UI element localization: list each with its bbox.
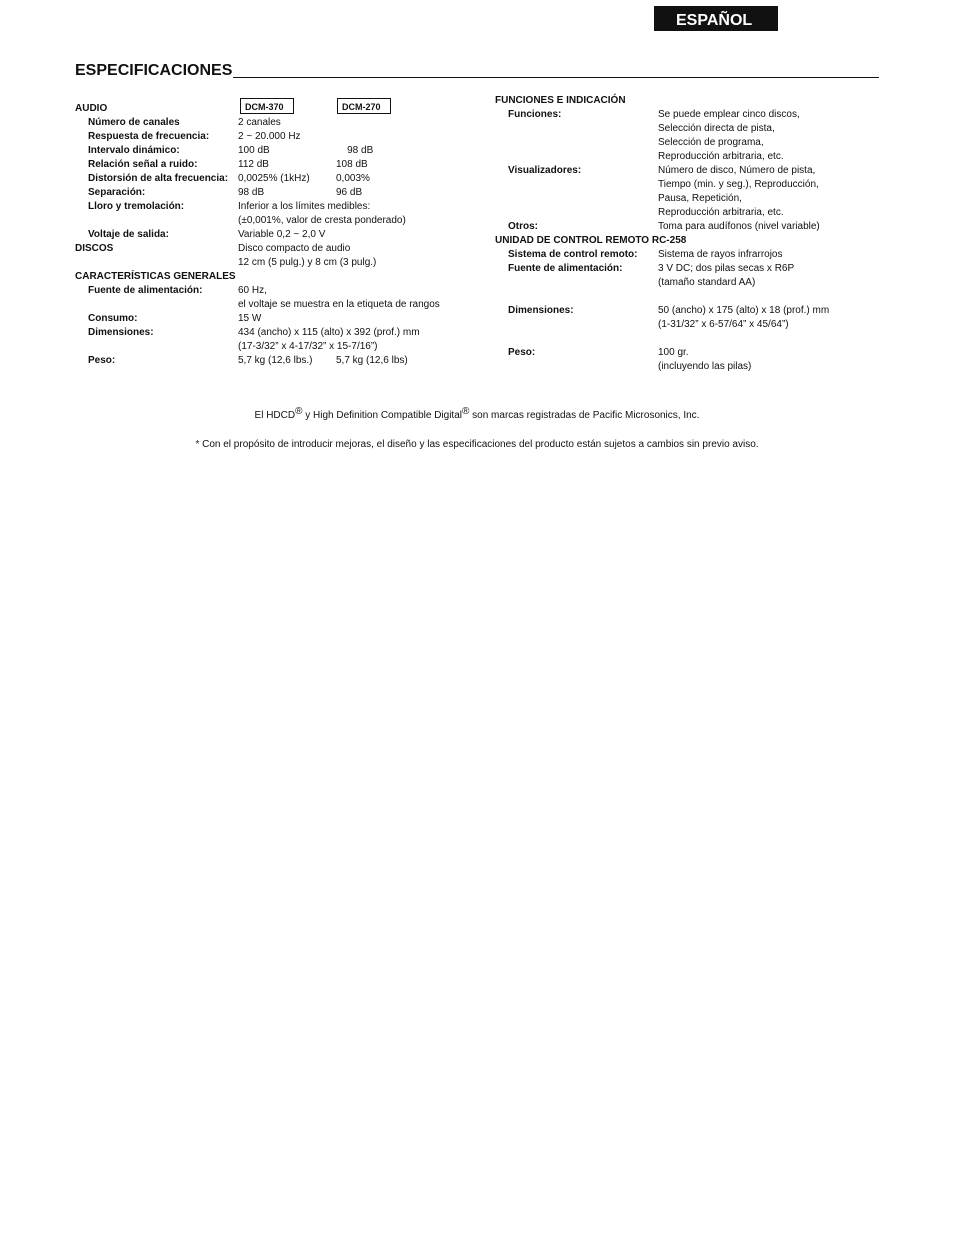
spec-row bbox=[75, 228, 475, 242]
spec-row bbox=[495, 136, 885, 150]
spec-row bbox=[495, 318, 885, 332]
spec-label bbox=[495, 206, 658, 220]
spec-value-alt: 5,7 kg (12,6 lbs) bbox=[336, 355, 408, 366]
spec-value: 112 dB bbox=[238, 159, 269, 170]
spec-label bbox=[495, 290, 658, 304]
spec-row bbox=[75, 214, 475, 228]
spec-row bbox=[495, 332, 885, 346]
spec-value: 2 ~ 20.000 Hz bbox=[238, 131, 301, 142]
spec-row bbox=[75, 284, 475, 298]
spec-label bbox=[495, 178, 658, 192]
spec-label bbox=[75, 256, 238, 270]
spec-label: Intervalo dinámico: bbox=[88, 145, 180, 156]
model-label-dcm370: DCM-370 bbox=[240, 98, 294, 114]
registered-mark: ® bbox=[295, 406, 303, 417]
spec-row bbox=[495, 122, 885, 136]
spec-label bbox=[75, 214, 238, 228]
spec-value: Selección directa de pista, bbox=[658, 123, 775, 134]
spec-label: Voltaje de salida: bbox=[88, 229, 169, 240]
remote-header: UNIDAD DE CONTROL REMOTO RC-258 bbox=[495, 235, 687, 246]
spec-row bbox=[75, 298, 475, 312]
spec-value: (±0,001%, valor de cresta ponderado) bbox=[238, 215, 406, 226]
spec-row bbox=[75, 172, 475, 186]
spec-row bbox=[495, 108, 885, 122]
spec-row bbox=[495, 178, 885, 192]
spec-row bbox=[75, 130, 475, 144]
spec-value: Selección de programa, bbox=[658, 137, 764, 148]
spec-value-alt: 108 dB bbox=[336, 159, 368, 170]
spec-label: Dimensiones: bbox=[508, 305, 574, 316]
general-header: CARACTERÍSTICAS GENERALES bbox=[75, 271, 236, 282]
audio-spec-list bbox=[75, 116, 475, 242]
funciones-spec-list bbox=[495, 108, 885, 234]
spec-value: Reproducción arbitraria, etc. bbox=[658, 207, 784, 218]
title-rule bbox=[233, 77, 879, 78]
spec-value: 100 dB bbox=[238, 145, 270, 156]
spec-value: Número de disco, Número de pista, bbox=[658, 165, 816, 176]
spec-value: 5,7 kg (12,6 lbs.) bbox=[238, 355, 313, 366]
spec-label: Otros: bbox=[508, 221, 538, 232]
right-spec-column bbox=[495, 94, 885, 374]
left-spec-column bbox=[75, 102, 475, 368]
spec-value: 50 (ancho) x 175 (alto) x 18 (prof.) mm bbox=[658, 305, 830, 316]
spec-label: Sistema de control remoto: bbox=[508, 249, 638, 260]
spec-value: 434 (ancho) x 115 (alto) x 392 (prof.) mm bbox=[238, 327, 420, 338]
registered-mark: ® bbox=[462, 406, 470, 417]
spec-label bbox=[495, 318, 658, 332]
spec-value: 0,0025% (1kHz) bbox=[238, 173, 310, 184]
spec-label bbox=[495, 136, 658, 150]
spec-value: 98 dB bbox=[238, 187, 265, 198]
spec-label bbox=[495, 192, 658, 206]
spec-label: Consumo: bbox=[88, 313, 138, 324]
spec-label bbox=[75, 298, 238, 312]
spec-value: Variable 0,2 ~ 2,0 V bbox=[238, 229, 326, 240]
spec-row bbox=[75, 312, 475, 326]
spec-row bbox=[495, 304, 885, 318]
change-notice: * Con el propósito de introducir mejoras, el diseño y las especificaciones del producto están sujetos a cambios sin previo aviso. bbox=[195, 439, 759, 450]
spec-label bbox=[495, 360, 658, 374]
remote-spec-list bbox=[495, 248, 885, 374]
spec-value: (1-31/32” x 6-57/64” x 45/64”) bbox=[658, 319, 789, 330]
spec-value: Reproducción arbitraria, etc. bbox=[658, 151, 784, 162]
spec-value: Inferior a los límites medibles: bbox=[238, 201, 371, 212]
spec-row bbox=[495, 276, 885, 290]
spec-label: Respuesta de frecuencia: bbox=[88, 131, 210, 142]
spec-row bbox=[75, 144, 475, 158]
spec-label: Peso: bbox=[88, 355, 116, 366]
spec-row bbox=[75, 256, 475, 270]
spec-row bbox=[75, 158, 475, 172]
spec-label: Separación: bbox=[88, 187, 146, 198]
spec-row bbox=[495, 346, 885, 360]
spec-label: Fuente de alimentación: bbox=[508, 263, 623, 274]
spec-label: Visualizadores: bbox=[508, 165, 582, 176]
spec-label: Fuente de alimentación: bbox=[88, 285, 203, 296]
spec-label: Lloro y tremolación: bbox=[88, 201, 185, 212]
spec-value: Toma para audífonos (nivel variable) bbox=[658, 221, 820, 232]
spec-row bbox=[495, 248, 885, 262]
spec-row bbox=[495, 192, 885, 206]
spec-value: 60 Hz, bbox=[238, 285, 267, 296]
spec-value: Sistema de rayos infrarrojos bbox=[658, 249, 783, 260]
spec-value: el voltaje se muestra en la etiqueta de rangos bbox=[238, 299, 440, 310]
spec-row bbox=[495, 164, 885, 178]
spec-value: (17-3/32” x 4-17/32” x 15-7/16”) bbox=[238, 341, 378, 352]
audio-header: AUDIO bbox=[75, 103, 108, 114]
spec-value: 15 W bbox=[238, 313, 262, 324]
trademark-text-1: El HDCD bbox=[254, 410, 296, 421]
spec-label bbox=[75, 340, 238, 354]
spec-value: Pausa, Repetición, bbox=[658, 193, 742, 204]
language-tab: ESPAÑOL bbox=[654, 6, 778, 31]
discos-header: DISCOS bbox=[75, 243, 114, 254]
spec-value: Disco compacto de audio bbox=[238, 243, 351, 254]
spec-row bbox=[75, 326, 475, 340]
general-spec-list bbox=[75, 284, 475, 368]
spec-row bbox=[75, 200, 475, 214]
funciones-header: FUNCIONES E INDICACIÓN bbox=[495, 95, 626, 106]
spec-value: 12 cm (5 pulg.) y 8 cm (3 pulg.) bbox=[238, 257, 377, 268]
model-label-dcm270: DCM-270 bbox=[337, 98, 391, 114]
spec-label bbox=[495, 122, 658, 136]
spec-row bbox=[495, 360, 885, 374]
spec-row bbox=[75, 186, 475, 200]
spec-row bbox=[495, 262, 885, 276]
spec-value-alt: 0,003% bbox=[336, 173, 370, 184]
spec-value-alt: 98 dB bbox=[336, 145, 374, 156]
spec-row bbox=[495, 206, 885, 220]
spec-row bbox=[75, 116, 475, 130]
spec-label: Peso: bbox=[508, 347, 536, 358]
spec-row bbox=[495, 150, 885, 164]
spec-label bbox=[495, 276, 658, 290]
trademark-notice bbox=[0, 406, 954, 421]
spec-value-alt: 96 dB bbox=[336, 187, 363, 198]
spec-row bbox=[75, 340, 475, 354]
spec-label: Funciones: bbox=[508, 109, 562, 120]
spec-value: 3 V DC; dos pilas secas x R6P bbox=[658, 263, 795, 274]
spec-label: Dimensiones: bbox=[88, 327, 154, 338]
spec-value: Tiempo (min. y seg.), Reproducción, bbox=[658, 179, 819, 190]
trademark-text-3: son marcas registradas de Pacific Microsonics, Inc. bbox=[469, 410, 700, 421]
spec-value: (tamaño standard AA) bbox=[658, 277, 756, 288]
trademark-text-2: y High Definition Compatible Digital bbox=[302, 410, 462, 421]
spec-label: Número de canales bbox=[88, 117, 180, 128]
spec-row bbox=[75, 354, 475, 368]
spec-value: 2 canales bbox=[238, 117, 281, 128]
spec-value: (incluyendo las pilas) bbox=[658, 361, 752, 372]
spec-row bbox=[495, 290, 885, 304]
spec-label: Relación señal a ruido: bbox=[88, 159, 198, 170]
section-title: ESPECIFICACIONES bbox=[75, 62, 233, 79]
spec-label bbox=[495, 150, 658, 164]
spec-value: Se puede emplear cinco discos, bbox=[658, 109, 800, 120]
spec-label: Distorsión de alta frecuencia: bbox=[88, 173, 229, 184]
spec-row bbox=[495, 220, 885, 234]
spec-value: 100 gr. bbox=[658, 347, 689, 358]
spec-label bbox=[495, 332, 658, 346]
